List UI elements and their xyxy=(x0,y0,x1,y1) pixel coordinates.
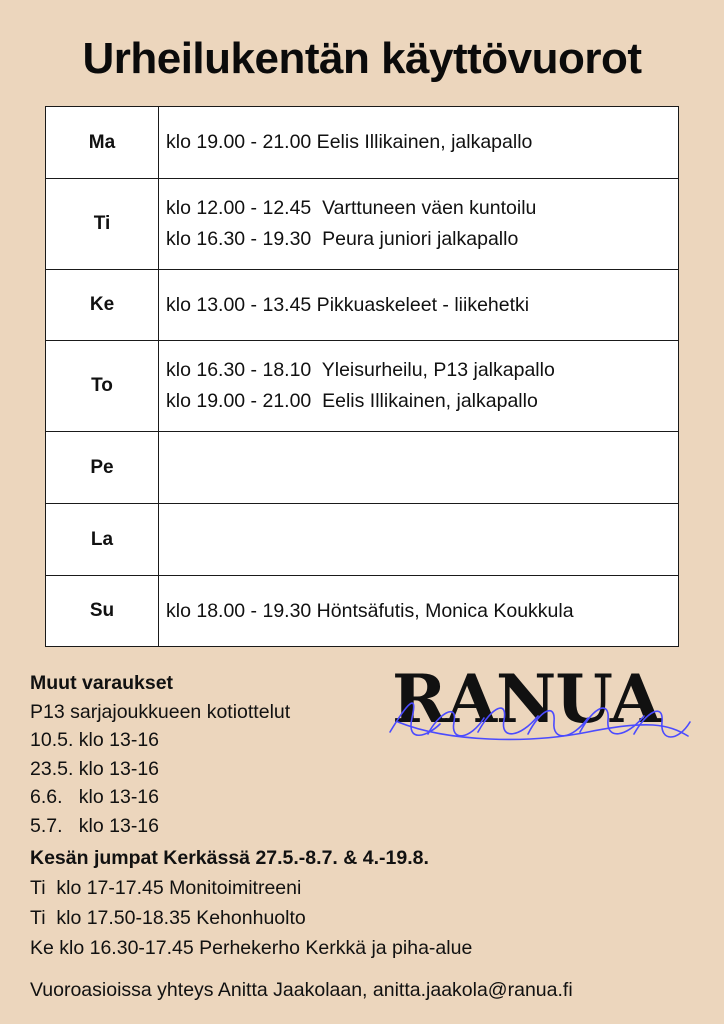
other-reservations-heading: Muut varaukset xyxy=(30,672,174,694)
day-slots xyxy=(159,270,679,341)
day-label: Ti xyxy=(46,179,159,270)
schedule-row-ti xyxy=(46,179,679,270)
schedule-row-ma xyxy=(46,107,679,179)
reservation-date: 6.6. klo 13-16 xyxy=(30,786,159,808)
day-slots xyxy=(159,504,679,576)
day-slots xyxy=(159,107,679,179)
logo-wordmark: RANUA xyxy=(392,662,661,738)
summer-gym-heading: Kesän jumpat Kerkässä 27.5.-8.7. & 4.-19.8. xyxy=(30,847,429,869)
reservation-date: 5.7. klo 13-16 xyxy=(30,814,159,837)
day-slots xyxy=(159,432,679,504)
slot-entry: klo 16.30 - 19.30 Peura juniori jalkapallo xyxy=(166,228,519,250)
day-slots xyxy=(159,576,679,647)
day-label: Pe xyxy=(46,432,159,504)
contact-info: Vuoroasioissa yhteys Anitta Jaakolaan, anitta.jaakola@ranua.fi xyxy=(30,979,573,1001)
other-reservations-subheading: P13 sarjajoukkueen kotiottelut xyxy=(30,700,291,723)
summer-gym-entry: Ti klo 17-17.45 Monitoimitreeni xyxy=(30,877,302,899)
slot-entry: klo 12.00 - 12.45 Varttuneen väen kuntoilu xyxy=(166,197,537,219)
summer-gym-entry: Ke klo 16.30-17.45 Perhekerho Kerkkä ja piha-alue xyxy=(30,937,473,959)
summer-gym-section xyxy=(30,843,690,963)
day-slots xyxy=(159,341,679,432)
reservation-date: 10.5. klo 13-16 xyxy=(30,729,160,751)
day-label: Ke xyxy=(46,270,159,341)
page-title: Urheilukentän käyttövuorot xyxy=(82,34,642,83)
day-label: To xyxy=(46,341,159,432)
summer-gym-entry: Ti klo 17.50-18.35 Kehonhuolto xyxy=(30,907,306,929)
day-label: Su xyxy=(46,576,159,647)
reservation-date: 23.5. klo 13-16 xyxy=(30,757,160,780)
slot-entry: klo 19.00 - 21.00 Eelis Illikainen, jalkapallo xyxy=(166,390,538,412)
schedule-row-su xyxy=(46,576,679,647)
schedule-row-ke xyxy=(46,270,679,341)
slot-entry: klo 13.00 - 13.45 Pikkuaskeleet - liikehetki xyxy=(166,293,530,316)
schedule-row-la xyxy=(46,504,679,576)
day-label: La xyxy=(46,504,159,576)
schedule-row-to xyxy=(46,341,679,432)
slot-entry: klo 16.30 - 18.10 Yleisurheilu, P13 jalkapallo xyxy=(166,359,555,381)
day-slots xyxy=(159,179,679,270)
ranua-logo xyxy=(388,662,693,744)
slot-entry: klo 19.00 - 21.00 Eelis Illikainen, jalkapallo xyxy=(166,131,533,153)
schedule-row-pe xyxy=(46,432,679,504)
slot-entry: klo 18.00 - 19.30 Höntsäfutis, Monica Koukkula xyxy=(166,599,574,622)
schedule-table xyxy=(45,106,679,647)
day-label: Ma xyxy=(46,107,159,179)
